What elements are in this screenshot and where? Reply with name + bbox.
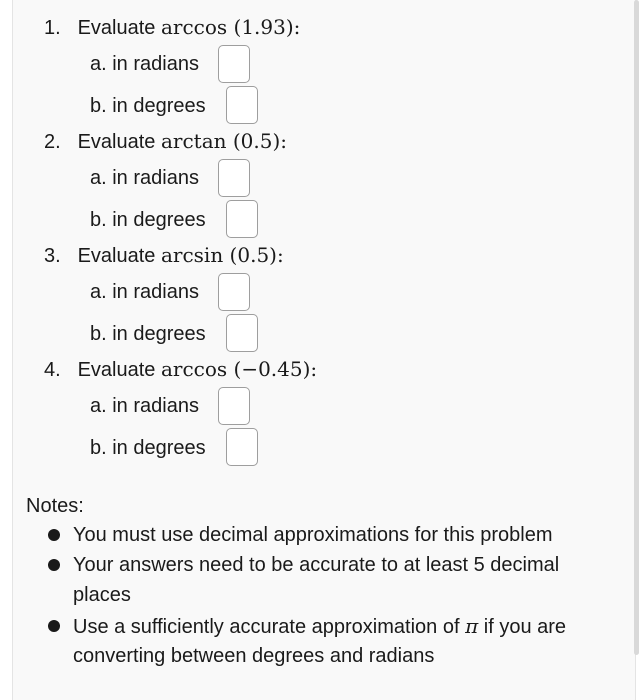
question-expression: arctan (0.5): — [160, 129, 288, 153]
note-3-line-2: converting between degrees and radians — [73, 645, 435, 667]
pi-symbol: π — [465, 614, 479, 638]
question-3 — [44, 242, 284, 269]
part-a-label: a. in radians — [90, 395, 199, 417]
question-prefix: Evaluate — [77, 359, 156, 381]
notes-title: Notes: — [26, 495, 84, 517]
question-prefix: Evaluate — [77, 17, 156, 39]
note-2-line-2: places — [73, 584, 131, 606]
question-4 — [44, 356, 317, 383]
question-number: 3. — [44, 245, 61, 267]
answer-1a-input[interactable] — [218, 45, 250, 83]
question-expression: arcsin (0.5): — [160, 243, 284, 267]
bullet-dot — [48, 529, 60, 541]
question-prefix: Evaluate — [77, 131, 156, 153]
answer-3a-input[interactable] — [218, 273, 250, 311]
part-a-label: a. in radians — [90, 281, 199, 303]
question-2 — [44, 128, 287, 155]
note-3-text-pre: Use a sufficiently accurate approximation of — [73, 616, 460, 638]
answer-2a-input[interactable] — [218, 159, 250, 197]
part-b-label: b. in degrees — [90, 437, 206, 459]
question-expression: arccos (−0.45): — [160, 357, 318, 381]
bullet-dot — [48, 559, 60, 571]
part-a-label: a. in radians — [90, 53, 199, 75]
scrollbar[interactable] — [634, 0, 639, 655]
part-b-label: b. in degrees — [90, 95, 206, 117]
answer-1b-input[interactable] — [226, 86, 258, 124]
part-b-label: b. in degrees — [90, 209, 206, 231]
answer-4a-input[interactable] — [218, 387, 250, 425]
question-expression: arccos (1.93): — [160, 15, 301, 39]
note-1: You must use decimal approximations for this problem — [73, 524, 553, 546]
question-number: 2. — [44, 131, 61, 153]
part-b-label: b. in degrees — [90, 323, 206, 345]
note-2-line-1: Your answers need to be accurate to at least 5 decimal — [73, 554, 560, 576]
note-3-line-1 — [73, 613, 566, 640]
question-number: 1. — [44, 17, 61, 39]
question-number: 4. — [44, 359, 61, 381]
part-a-label: a. in radians — [90, 167, 199, 189]
question-1 — [44, 14, 300, 41]
answer-2b-input[interactable] — [226, 200, 258, 238]
question-prefix: Evaluate — [77, 245, 156, 267]
bullet-dot — [48, 620, 60, 632]
answer-4b-input[interactable] — [226, 428, 258, 466]
note-3-text-post: if you are — [483, 616, 567, 638]
answer-3b-input[interactable] — [226, 314, 258, 352]
